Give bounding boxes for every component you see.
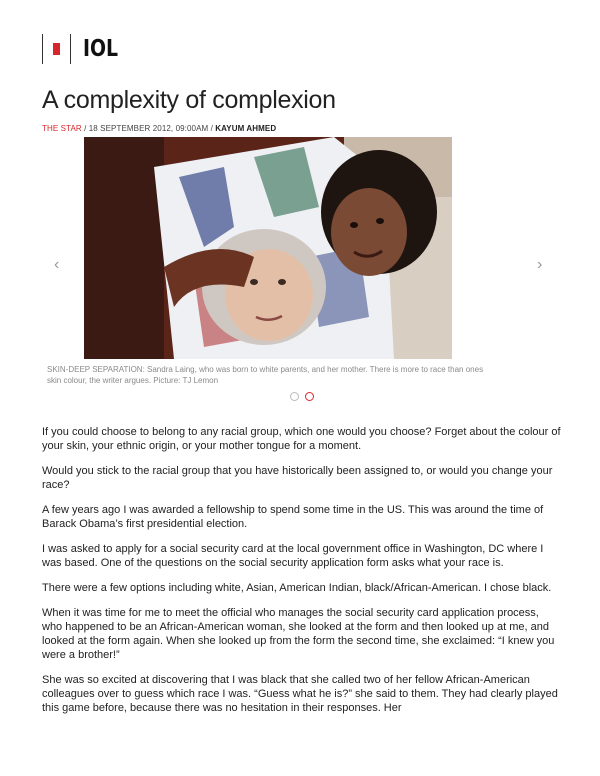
article-author[interactable]: KAYUM AHMED xyxy=(215,124,277,133)
site-logo[interactable] xyxy=(42,34,126,64)
paragraph: A few years ago I was awarded a fellowship to spend some time in the US. This was around the time of Barack Obama’s first presidential election. xyxy=(42,504,544,530)
paragraph: She was so excited at discovering that I was black that she called two of her fellow African-American colleagues over to guess which race I was. “Guess what he is?” she said to them. They had clearly played this game before, because there was no hesitation in their responses. Her xyxy=(42,674,558,714)
logo-red-mark xyxy=(53,43,60,55)
gallery-dot-1[interactable] xyxy=(290,392,299,401)
byline-separator: / xyxy=(81,124,89,133)
gallery-photo xyxy=(84,137,452,359)
byline-separator: / xyxy=(208,124,216,133)
paragraph: Would you stick to the racial group that you have historically been assigned to, or would you change your race? xyxy=(42,465,553,491)
article-body xyxy=(42,425,562,726)
paragraph: If you could choose to belong to any racial group, which one would you choose? Forget about the colour of your skin, your ethnic origin, or your mother tongue for a moment. xyxy=(42,426,561,452)
logo-wordmark: IOL xyxy=(83,36,119,62)
article-title: A complexity of complexion xyxy=(42,86,336,114)
gallery-next-icon[interactable]: › xyxy=(537,256,543,273)
photo-caption: SKIN-DEEP SEPARATION: Sandra Laing, who was born to white parents, and her mother. There is more to race than ones skin colour, the writer argues. Picture: TJ Lemon xyxy=(47,365,484,385)
gallery-prev-icon[interactable]: ‹ xyxy=(54,256,60,273)
logo-divider-left xyxy=(42,34,43,64)
article-source[interactable]: THE STAR xyxy=(42,124,82,133)
paragraph: When it was time for me to meet the official who manages the social security card application process, who happened to be an African-American woman, she looked at the form and then looked up at me, and looked at the form again. When she looked up from the form the second time, she exclaimed: “I knew you were a brother!” xyxy=(42,607,555,661)
article-date: 18 SEPTEMBER 2012, 09:00AM xyxy=(88,124,209,133)
article-byline xyxy=(42,124,276,133)
gallery-pagination xyxy=(290,392,314,401)
logo-divider-right xyxy=(70,34,71,64)
paragraph: I was asked to apply for a social security card at the local government office in Washington, DC where I was based. One of the questions on the social security application form asks what your race is. xyxy=(42,543,544,569)
paragraph: There were a few options including white, Asian, American Indian, black/African-American. I chose black. xyxy=(42,582,552,594)
gallery-dot-2[interactable] xyxy=(305,392,314,401)
photo-illustration xyxy=(84,137,452,359)
